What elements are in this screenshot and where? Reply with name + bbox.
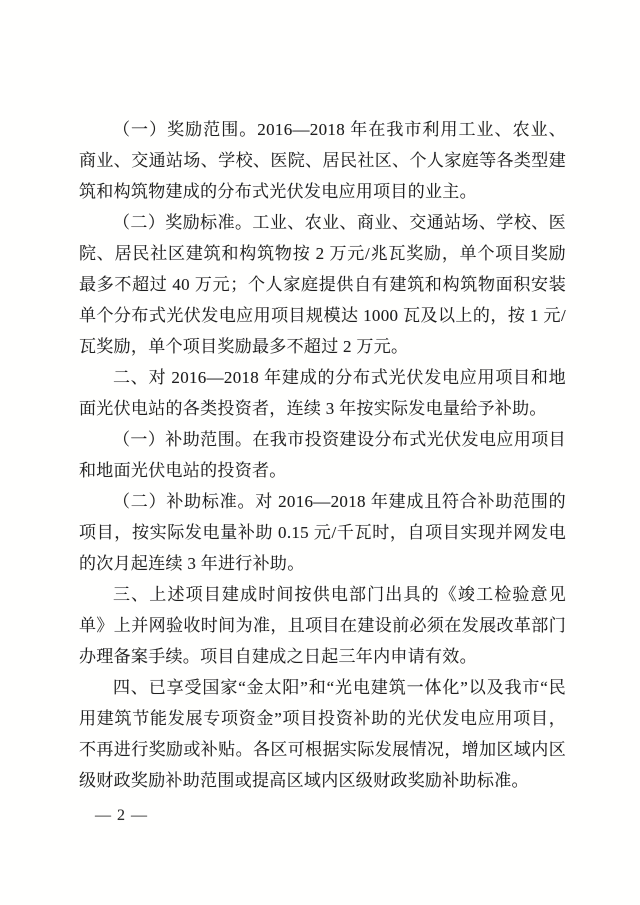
paragraph-section4-exclusions: 四、已享受国家“金太阳”和“光电建筑一体化”以及我市“民用建筑节能发展专项资金”项目投资补助的光伏发电应用项目，不再进行奖励或补贴。各区可根据实际发展情况，增加区域内区级财政奖励补助范围或提高区域内区级财政奖励补助标准。 (79, 678, 566, 790)
paragraph-subsidy-scope: （一）补助范围。在我市投资建设分布式光伏发电应用项目和地面光伏电站的投资者。 (79, 430, 566, 480)
paragraph-reward-standard: （二）奖励标准。工业、农业、商业、交通站场、学校、医院、居民社区建筑和构筑物按 2 万元/兆瓦奖励，单个项目奖励最多不超过 40 万元；个人家庭提供自有建筑和构筑物面积安装单个分布式光伏发电应用项目规模达 1000 瓦及以上的，按 1 元/瓦奖励，单个项目奖励最多不超过 2 万元。 (79, 213, 566, 356)
paragraph-section2-subsidy-intro: 二、对 2016—2018 年建成的分布式光伏发电应用项目和地面光伏电站的各类投资者，连续 3 年按实际发电量给予补助。 (79, 368, 566, 418)
paragraph-reward-scope: （一）奖励范围。2016—2018 年在我市利用工业、农业、商业、交通站场、学校、医院、居民社区、个人家庭等各类型建筑和构筑物建成的分布式光伏发电应用项目的业主。 (79, 120, 566, 201)
paragraph-section3-completion-rules: 三、上述项目建成时间按供电部门出具的《竣工检验意见单》上并网验收时间为准，且项目在建设前必须在发展改革部门办理备案手续。项目自建成之日起三年内申请有效。 (79, 585, 566, 666)
document-body (79, 114, 566, 796)
page-number: — 2 — (95, 807, 148, 824)
paragraph-subsidy-standard: （二）补助标准。对 2016—2018 年建成且符合补助范围的项目，按实际发电量补助 0.15 元/千瓦时，自项目实现并网发电的次月起连续 3 年进行补助。 (79, 492, 566, 573)
